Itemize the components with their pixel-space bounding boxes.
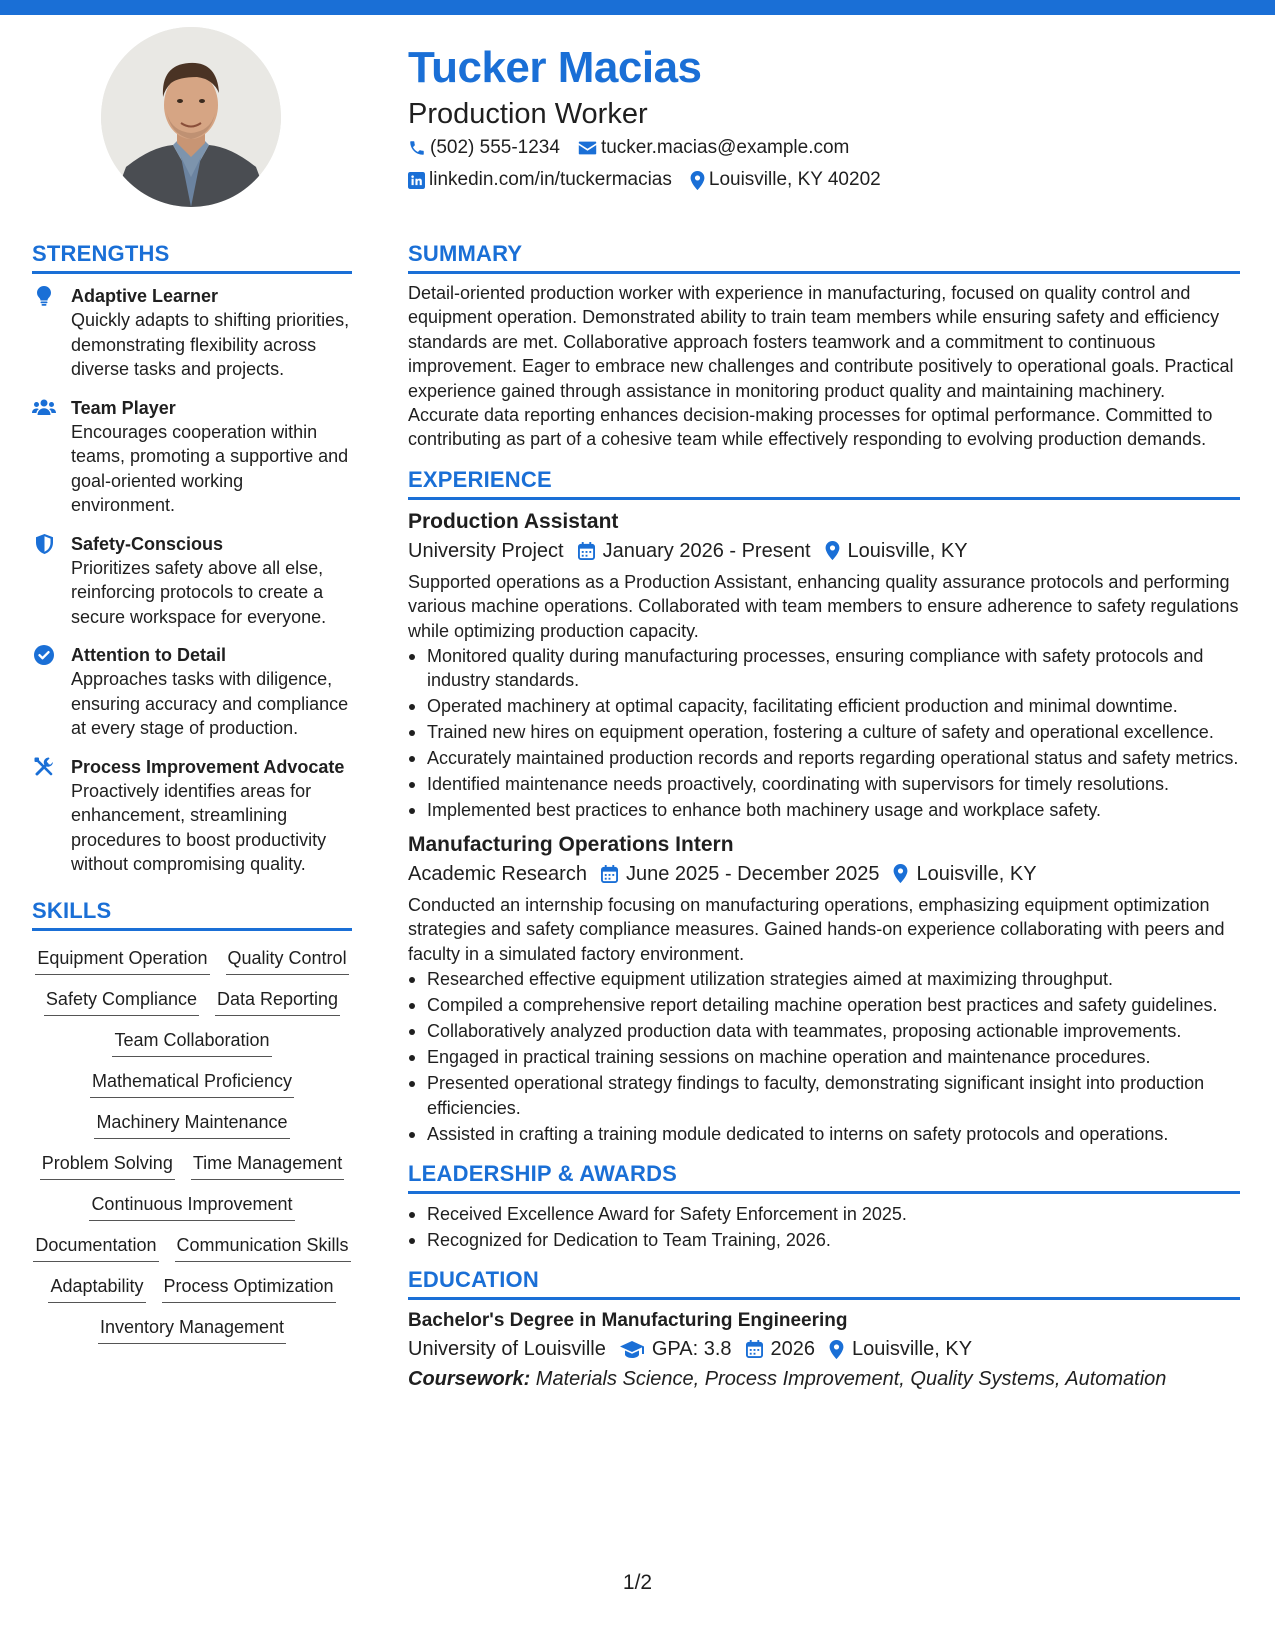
job-description: Supported operations as a Production Assistant, enhancing quality assurance protocols and performing various machine operations. Collaborated with team members to ensure adherence to safety regulations while optimizing production capacity. — [408, 571, 1239, 641]
job-bullet: Engaged in practical training sessions on machine operation and maintenance procedures. — [408, 1045, 1240, 1069]
job-bullet: Monitored quality during manufacturing processes, ensuring compliance with safety protocols and industry standards. — [408, 644, 1240, 693]
strength-desc: Approaches tasks with diligence, ensuring accuracy and compliance at every stage of production. — [71, 669, 349, 738]
skill-tag: Adaptability — [48, 1273, 145, 1303]
strength-item — [32, 643, 352, 741]
strength-desc: Encourages cooperation within teams, promoting a supportive and goal-oriented working environment. — [71, 421, 349, 515]
education-heading: EDUCATION — [408, 1266, 1240, 1300]
education-section — [408, 1266, 1240, 1394]
skill-tag: Safety Compliance — [44, 986, 199, 1016]
skill-tag: Process Optimization — [162, 1273, 336, 1303]
page-number: 1/2 — [622, 1571, 653, 1594]
lightbulb-icon — [32, 286, 56, 308]
skill-tag: Mathematical Proficiency — [90, 1068, 294, 1098]
experience-heading: EXPERIENCE — [408, 466, 1240, 500]
email-text: tucker.macias@example.com — [600, 137, 850, 158]
award-item: Recognized for Dedication to Team Training, 2026. — [408, 1228, 1240, 1252]
job-bullet: Implemented best practices to enhance both machinery usage and workplace safety. — [408, 798, 1240, 822]
strength-desc: Prioritizes safety above all else, reinforcing protocols to create a secure workspace for everyone. — [71, 557, 327, 627]
strengths-list — [32, 284, 352, 877]
job-bullet: Operated machinery at optimal capacity, facilitating efficient production and minimal downtime. — [408, 694, 1240, 718]
strength-name: Attention to Detail — [71, 645, 226, 665]
location-pin-icon — [825, 541, 840, 560]
shield-icon — [32, 534, 56, 556]
email-contact[interactable] — [578, 132, 849, 164]
skills-heading: SKILLS — [32, 897, 352, 931]
top-accent-bar — [0, 0, 1275, 15]
education-meta — [408, 1334, 1240, 1364]
strength-name: Process Improvement Advocate — [71, 756, 345, 777]
coursework — [408, 1364, 1240, 1394]
school-location: Louisville, KY — [852, 1338, 973, 1361]
job-bullets — [408, 644, 1240, 823]
leadership-heading: LEADERSHIP & AWARDS — [408, 1160, 1240, 1194]
job-org: University Project — [408, 539, 564, 562]
summary-heading: SUMMARY — [408, 240, 1240, 274]
job-meta — [408, 536, 1240, 566]
strength-item — [32, 284, 352, 382]
strength-item — [32, 532, 352, 630]
resume-header — [408, 40, 1248, 196]
job-bullet: Trained new hires on equipment operation, fostering a culture of safety and operational excellence. — [408, 720, 1240, 744]
skill-tag: Equipment Operation — [35, 945, 209, 975]
check-circle-icon — [32, 645, 56, 667]
strength-name: Safety-Conscious — [71, 533, 224, 554]
profile-photo — [101, 27, 281, 207]
job-entry — [408, 508, 1240, 823]
skill-tag: Time Management — [191, 1150, 344, 1180]
strength-item — [32, 755, 352, 877]
left-column — [32, 240, 352, 1344]
linkedin-contact[interactable] — [408, 164, 672, 196]
calendar-icon — [746, 1340, 763, 1358]
job-description: Conducted an internship focusing on manufacturing operations, emphasizing equipment optimization strategies and safety compliance measures. Gained hands-on experience collaborating with peers and faculty in a simulated factory environment. — [408, 894, 1225, 964]
graduation-year: 2026 — [770, 1338, 816, 1361]
summary-text: Detail-oriented production worker with experience in manufacturing, focused on quality control and equipment operation. Demonstrated ability to train team members while ensuring safety and efficiency standards are met. Collaborative approach fosters teamwork and a commitment to continuous improvement. Eager to embrace new challenges and contribute positively to operational goals. Practical experience gained through assistance in monitoring product quality and maintaining machinery. Accurate data reporting enhances decision-making processes for optimal performance. Committed to contributing as part of a cohesive team while effectively responding to evolving production demands. — [408, 283, 1234, 450]
calendar-icon — [601, 865, 618, 883]
strength-desc: Proactively identifies areas for enhancement, streamlining procedures to boost productivity without compromising quality. — [71, 780, 327, 874]
award-item: Received Excellence Award for Safety Enforcement in 2025. — [408, 1202, 1240, 1226]
job-bullet: Researched effective equipment utilization strategies aimed at maximizing throughput. — [408, 967, 1240, 991]
job-bullets — [408, 967, 1240, 1146]
experience-section — [408, 466, 1240, 1146]
job-bullet: Presented operational strategy findings to faculty, demonstrating significant insight into production efficiencies. — [408, 1071, 1240, 1120]
contact-row-1 — [408, 132, 1248, 164]
school-name: University of Louisville — [408, 1338, 606, 1361]
coursework-list: Materials Science, Process Improvement, Quality Systems, Automation — [530, 1368, 1167, 1391]
job-bullet: Compiled a comprehensive report detailing machine operation best practices and safety guidelines. — [408, 993, 1240, 1017]
coursework-label: Coursework: — [408, 1368, 531, 1391]
gpa-text: GPA: 3.8 — [651, 1338, 732, 1361]
job-entry — [408, 831, 1240, 1146]
strengths-heading: STRENGTHS — [32, 240, 352, 274]
location-pin-icon — [690, 171, 705, 190]
skill-tag: Documentation — [33, 1232, 158, 1262]
job-bullet: Assisted in crafting a training module dedicated to interns on safety protocols and operations. — [408, 1122, 1240, 1146]
job-org: Academic Research — [408, 862, 587, 885]
linkedin-icon — [408, 172, 425, 189]
users-icon — [32, 398, 56, 420]
strength-desc: Quickly adapts to shifting priorities, demonstrating flexibility across diverse tasks and projects. — [71, 310, 350, 379]
candidate-name: Tucker Macias — [408, 43, 702, 92]
tools-icon — [32, 757, 56, 779]
leadership-section — [408, 1160, 1240, 1252]
phone-icon — [408, 139, 426, 157]
location-pin-icon — [893, 864, 908, 883]
location-contact — [690, 164, 881, 196]
job-dates: June 2025 - December 2025 — [625, 862, 880, 885]
job-bullet: Identified maintenance needs proactively, coordinating with supervisors for timely resolutions. — [408, 772, 1240, 796]
leadership-bullets — [408, 1202, 1240, 1252]
linkedin-text: linkedin.com/in/tuckermacias — [429, 169, 672, 190]
job-location: Louisville, KY — [847, 539, 968, 562]
phone-text: (502) 555-1234 — [430, 137, 560, 158]
skill-tag: Team Collaboration — [112, 1027, 271, 1057]
skill-tag: Inventory Management — [98, 1314, 286, 1344]
envelope-icon — [578, 140, 597, 156]
job-dates: January 2026 - Present — [602, 539, 811, 562]
job-title: Production Assistant — [408, 509, 619, 533]
job-bullet: Collaboratively analyzed production data with teammates, proposing actionable improvements. — [408, 1019, 1240, 1043]
graduation-cap-icon — [620, 1341, 644, 1358]
right-column — [408, 240, 1240, 1394]
degree-name: Bachelor's Degree in Manufacturing Engineering — [408, 1310, 848, 1332]
skill-tag: Quality Control — [226, 945, 349, 975]
phone-contact[interactable] — [408, 132, 560, 164]
strength-item — [32, 396, 352, 518]
job-bullet: Accurately maintained production records and reports regarding operational status and safety metrics. — [408, 746, 1240, 770]
calendar-icon — [578, 542, 595, 560]
contact-row-2 — [408, 164, 1248, 196]
skills-list — [32, 945, 352, 1344]
location-text: Louisville, KY 40202 — [708, 169, 881, 190]
skill-tag: Problem Solving — [40, 1150, 175, 1180]
candidate-title: Production Worker — [408, 98, 648, 130]
job-meta — [408, 859, 1240, 889]
skill-tag: Communication Skills — [175, 1232, 351, 1262]
strength-name: Team Player — [71, 397, 176, 418]
skill-tag: Continuous Improvement — [89, 1191, 294, 1221]
job-title: Manufacturing Operations Intern — [408, 832, 734, 856]
location-pin-icon — [829, 1340, 844, 1359]
strength-name: Adaptive Learner — [71, 286, 219, 306]
job-location: Louisville, KY — [916, 862, 1037, 885]
skill-tag: Machinery Maintenance — [94, 1109, 289, 1139]
skill-tag: Data Reporting — [215, 986, 340, 1016]
